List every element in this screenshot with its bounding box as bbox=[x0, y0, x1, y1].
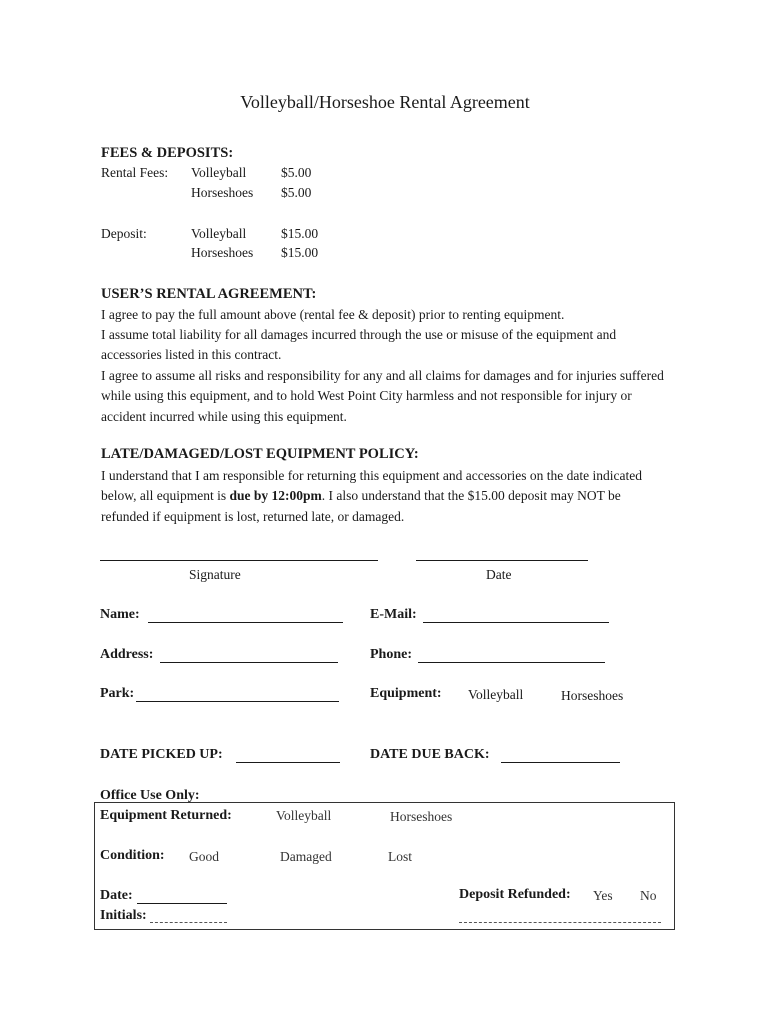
fees-heading: FEES & DEPOSITS: bbox=[101, 145, 234, 161]
policy-heading: LATE/DAMAGED/LOST EQUIPMENT POLICY: bbox=[101, 446, 419, 462]
equipment-option-horseshoes[interactable]: Horseshoes bbox=[561, 688, 624, 703]
date-due-back-field[interactable] bbox=[501, 762, 620, 763]
park-field[interactable] bbox=[136, 701, 339, 702]
address-field[interactable] bbox=[160, 662, 338, 663]
condition-label: Condition: bbox=[100, 848, 165, 863]
park-label: Park: bbox=[100, 686, 135, 701]
equipment-returned-label: Equipment Returned: bbox=[100, 808, 232, 823]
address-label: Address: bbox=[100, 647, 154, 662]
agreement-paragraph-1: I agree to pay the full amount above (rental fee & deposit) prior to renting equipment. bbox=[101, 307, 565, 322]
refund-option-no[interactable]: No bbox=[640, 888, 657, 903]
deposit-item-horseshoes: Horseshoes bbox=[191, 245, 254, 260]
deposit-price-volleyball: $15.00 bbox=[281, 226, 319, 241]
deposit-refunded-field[interactable] bbox=[459, 922, 661, 923]
agreement-paragraph-2: I assume total liability for all damages incurred through the use or misuse of the equipment and accessories listed in this contract. bbox=[101, 327, 617, 363]
signature-label: Signature bbox=[189, 567, 241, 582]
rental-price-horseshoes: $5.00 bbox=[281, 185, 312, 200]
equipment-label: Equipment: bbox=[370, 686, 442, 701]
returned-option-horseshoes[interactable]: Horseshoes bbox=[390, 809, 453, 824]
signature-line[interactable] bbox=[100, 560, 378, 561]
rental-price-volleyball: $5.00 bbox=[281, 165, 312, 180]
office-date-label: Date: bbox=[100, 888, 133, 903]
policy-paragraph bbox=[101, 466, 671, 527]
date-picked-up-label: DATE PICKED UP: bbox=[100, 747, 223, 762]
phone-field[interactable] bbox=[418, 662, 605, 663]
agreement-heading: USER’S RENTAL AGREEMENT: bbox=[101, 286, 317, 302]
document-title: Volleyball/Horseshoe Rental Agreement bbox=[240, 92, 530, 112]
condition-option-good[interactable]: Good bbox=[189, 849, 219, 864]
office-date-field[interactable] bbox=[137, 903, 227, 904]
name-label: Name: bbox=[100, 607, 140, 622]
condition-option-lost[interactable]: Lost bbox=[388, 849, 413, 864]
email-label: E-Mail: bbox=[370, 607, 417, 622]
policy-text-bold: due by 12:00pm bbox=[229, 488, 322, 504]
rental-item-volleyball: Volleyball bbox=[191, 165, 247, 180]
rental-item-horseshoes: Horseshoes bbox=[191, 185, 254, 200]
name-field[interactable] bbox=[148, 622, 343, 623]
phone-label: Phone: bbox=[370, 647, 412, 662]
policy-text-before: I understand that I am responsible for returning this equipment and accessories on the date indicated below, all equipment is bbox=[101, 468, 642, 504]
date-picked-up-field[interactable] bbox=[236, 762, 340, 763]
deposit-refunded-label: Deposit Refunded: bbox=[459, 887, 571, 902]
refund-option-yes[interactable]: Yes bbox=[593, 888, 613, 903]
equipment-option-volleyball[interactable]: Volleyball bbox=[468, 687, 524, 702]
date-due-back-label: DATE DUE BACK: bbox=[370, 747, 490, 762]
policy-text-after: . I also understand that the $15.00 deposit may NOT be refunded if equipment is lost, returned late, or damaged. bbox=[101, 488, 621, 524]
office-use-heading: Office Use Only: bbox=[100, 788, 200, 803]
returned-option-volleyball[interactable]: Volleyball bbox=[276, 808, 332, 823]
deposit-item-volleyball: Volleyball bbox=[191, 226, 247, 241]
initials-label: Initials: bbox=[100, 908, 147, 923]
date-line[interactable] bbox=[416, 560, 588, 561]
rental-fees-label: Rental Fees: bbox=[101, 165, 169, 180]
agreement-paragraph-3: I agree to assume all risks and responsibility for any and all claims for damages and for injuries suffered while using this equipment, and to hold West Point City harmless and not responsible for injury or accident incurred while using this equipment. bbox=[101, 368, 664, 424]
email-field[interactable] bbox=[423, 622, 609, 623]
deposit-label: Deposit: bbox=[101, 226, 147, 241]
date-label: Date bbox=[486, 567, 512, 582]
condition-option-damaged[interactable]: Damaged bbox=[280, 849, 332, 864]
deposit-price-horseshoes: $15.00 bbox=[281, 245, 319, 260]
initials-field[interactable] bbox=[150, 922, 227, 923]
